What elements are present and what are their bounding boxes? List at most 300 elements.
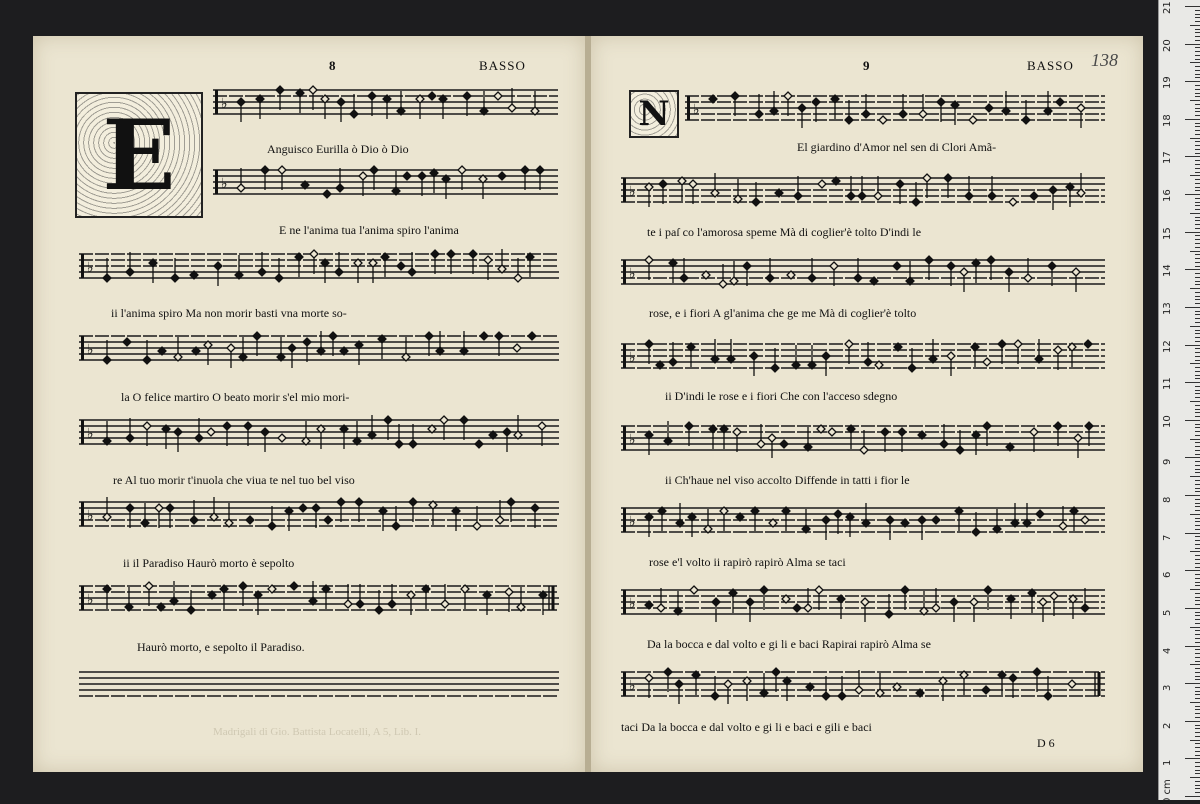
ruler-tick [1185,44,1200,45]
empty-music-staff [79,664,559,706]
ruler-minor-tick [1190,25,1200,26]
ruler-minor-tick [1195,642,1200,643]
music-staff [79,578,559,620]
ruler-minor-tick [1190,627,1200,628]
ruler-minor-tick [1195,190,1200,191]
ruler-minor-tick [1190,439,1200,440]
ruler-minor-tick [1195,536,1200,537]
ruler-minor-tick [1195,427,1200,428]
note-head [278,434,286,442]
staff-graphic [213,162,558,218]
lyric-line: Anguisco Eurilla ò Dio ò Dio [267,142,409,156]
clef-mark [215,90,218,114]
ruler-tick [1185,307,1200,308]
note-head [1074,434,1082,442]
note-head [190,516,198,524]
note-head [830,262,838,270]
note-head [469,250,477,258]
music-staff [621,500,1105,542]
ruler-minor-tick [1195,770,1200,771]
ruler-tick [1185,6,1200,7]
ruler-minor-tick [1190,514,1200,515]
note-head [268,522,276,530]
note-head [237,184,245,192]
ruler-minor-tick [1195,224,1200,225]
ruler-minor-tick [1190,740,1200,741]
ruler-minor-tick [1195,465,1200,466]
ruler-minor-tick [1195,518,1200,519]
note-head [350,110,358,118]
ruler-minor-tick [1195,134,1200,135]
ruler-minor-tick [1195,728,1200,729]
note-head [1044,692,1052,700]
note-head [808,274,816,282]
ruler-minor-tick [1195,630,1200,631]
ruler-minor-tick [1195,657,1200,658]
ruler-minor-tick [1195,623,1200,624]
ruler-minor-tick [1190,326,1200,327]
ruler-minor-tick [1195,17,1200,18]
ruler-minor-tick [1195,21,1200,22]
note-head [397,262,405,270]
note-head [1068,680,1076,688]
note-head [845,116,853,124]
ruler-minor-tick [1195,725,1200,726]
ruler-minor-tick [1195,51,1200,52]
ruler-minor-tick [1195,600,1200,601]
lyric-line: Da la bocca e dal volto e gi li e baci Rapirai rapirò Alma se [647,637,931,651]
note-head [712,598,720,606]
note-head [733,428,741,436]
ruler-label: 21 [1162,1,1173,14]
note-head [886,516,894,524]
ruler-minor-tick [1195,409,1200,410]
staff-graphic [685,88,1105,144]
note-head [855,686,863,694]
ruler-minor-tick [1190,777,1200,778]
note-head [503,428,511,436]
note-head [947,262,955,270]
note-head [370,166,378,174]
ruler-minor-tick [1195,160,1200,161]
note-head [947,352,955,360]
note-head [689,180,697,188]
handwritten-folio-number: 138 [1091,50,1118,70]
staff-graphic [621,252,1105,308]
note-head [908,364,916,372]
note-head [768,434,776,442]
note-head [893,262,901,270]
note-head [983,358,991,366]
ruler-minor-tick [1190,100,1200,101]
ruler-tick [1185,269,1200,270]
ruler-tick [1185,495,1200,496]
ruler-minor-tick [1195,360,1200,361]
note-head [864,358,872,366]
ruler-label: 11 [1162,377,1173,391]
ruler-minor-tick [1195,548,1200,549]
ruler-minor-tick [1195,521,1200,522]
ruler-minor-tick [1195,168,1200,169]
ruler-minor-tick [1195,47,1200,48]
note-head [484,256,492,264]
note-head [246,516,254,524]
ruler-label: 5 [1162,609,1173,616]
note-head [214,262,222,270]
ruler-minor-tick [1195,386,1200,387]
note-head [166,504,174,512]
ruler-minor-tick [1195,525,1200,526]
note-head [513,344,521,352]
lyric-line: ii il Paradiso Haurò morto è sepolto [123,556,295,570]
ruler-minor-tick [1195,544,1200,545]
ruler-minor-tick [1195,96,1200,97]
note-head [375,606,383,614]
note-head [495,332,503,340]
note-head [812,98,820,106]
note-head [409,498,417,506]
ruler-minor-tick [1195,292,1200,293]
ruler-minor-tick [1195,653,1200,654]
ruler-minor-tick [1195,266,1200,267]
decorated-initial-n: N [629,90,679,138]
ruler-minor-tick [1195,393,1200,394]
ruler-minor-tick [1195,732,1200,733]
flat-sign: ♭ [87,426,94,442]
ruler-tick [1185,683,1200,684]
ruler-tick [1185,570,1200,571]
clef-mark [623,426,626,450]
bleed-through-footer: Madrigali di Gio. Battista Locatelli, A 5, Lib. I. [213,726,422,738]
ruler-minor-tick [1195,371,1200,372]
note-head [731,92,739,100]
ruler-minor-tick [1195,104,1200,105]
note-head [237,98,245,106]
ruler-label: 0 cm [1162,779,1173,804]
note-head [969,116,977,124]
flat-sign: ♭ [629,514,636,530]
ruler-minor-tick [1195,412,1200,413]
note-head [746,598,754,606]
note-head [395,440,403,448]
music-staff [685,88,1105,130]
note-head [804,604,812,612]
note-head [711,692,719,700]
ruler-minor-tick [1195,506,1200,507]
ruler-minor-tick [1195,574,1200,575]
note-head [899,110,907,118]
note-head [822,516,830,524]
ruler-minor-tick [1195,484,1200,485]
note-head [531,504,539,512]
ruler-label: 6 [1162,571,1173,579]
ruler-minor-tick [1195,164,1200,165]
measuring-ruler [1158,0,1200,804]
note-head [408,268,416,276]
ruler-minor-tick [1195,205,1200,206]
note-head [1009,198,1017,206]
note-head [521,166,529,174]
clef-mark [215,170,218,194]
ruler-minor-tick [1195,375,1200,376]
note-head [335,268,343,276]
ruler-label: 3 [1162,684,1173,692]
clef-mark [623,508,626,532]
note-head [752,198,760,206]
ruler-tick [1185,646,1200,647]
clef-mark [623,260,626,284]
flat-sign: ♭ [87,508,94,524]
ruler-minor-tick [1195,284,1200,285]
note-head [940,440,948,448]
staff-graphic [621,418,1105,474]
note-head [645,256,653,264]
ruler-label: 14 [1162,264,1173,278]
note-head [766,274,774,282]
flat-sign: ♭ [629,678,636,694]
note-head [1022,116,1030,124]
ruler-minor-tick [1195,333,1200,334]
note-head [645,674,653,682]
staff-graphic [621,170,1105,226]
note-head [822,352,830,360]
ruler-label: 8 [1162,496,1173,504]
note-head [798,104,806,112]
ruler-minor-tick [1195,74,1200,75]
note-head [473,522,481,530]
flat-sign: ♭ [221,96,228,112]
note-head [223,422,231,430]
ruler-label: 1 [1162,760,1173,767]
note-head [337,498,345,506]
ruler-minor-tick [1195,198,1200,199]
ruler-label: 7 [1162,534,1173,541]
ruler-minor-tick [1190,213,1200,214]
note-head [1005,268,1013,276]
note-head [794,192,802,200]
note-head [923,174,931,182]
ruler-minor-tick [1190,664,1200,665]
ruler-minor-tick [1195,258,1200,259]
ruler-minor-tick [1195,254,1200,255]
note-head [750,352,758,360]
ruler-minor-tick [1195,619,1200,620]
ruler-minor-tick [1190,401,1200,402]
note-head [418,172,426,180]
note-head [299,504,307,512]
note-head [428,92,436,100]
ruler-minor-tick [1195,431,1200,432]
ruler-minor-tick [1195,713,1200,714]
ruler-tick [1185,345,1200,346]
ruler-minor-tick [1195,698,1200,699]
staff-graphic [79,412,559,468]
note-head [103,274,111,282]
note-head [862,110,870,118]
ruler-minor-tick [1195,341,1200,342]
ruler-minor-tick [1195,709,1200,710]
ruler-minor-tick [1195,322,1200,323]
ruler-minor-tick [1195,442,1200,443]
left-page [33,36,585,772]
note-head [719,280,727,288]
ruler-label: 9 [1162,459,1173,466]
flat-sign: ♭ [629,184,636,200]
note-head [845,340,853,348]
note-head [171,274,179,282]
note-head [780,440,788,448]
note-head [538,422,546,430]
ruler-minor-tick [1195,32,1200,33]
ruler-tick [1185,194,1200,195]
note-head [985,104,993,112]
note-head [854,274,862,282]
clef-mark [81,254,84,278]
note-head [261,166,269,174]
note-head [336,184,344,192]
ruler-minor-tick [1195,634,1200,635]
ruler-minor-tick [1195,691,1200,692]
ruler-minor-tick [1190,702,1200,703]
ruler-minor-tick [1195,469,1200,470]
ruler-minor-tick [1190,175,1200,176]
staff-graphic [621,664,1105,720]
note-head [463,92,471,100]
ruler-minor-tick [1195,597,1200,598]
ruler-minor-tick [1195,785,1200,786]
ruler-minor-tick [1195,416,1200,417]
note-head [881,428,889,436]
staff-graphic [79,328,559,384]
clef-mark [81,420,84,444]
ruler-minor-tick [1190,551,1200,552]
note-head [818,180,826,188]
ruler-minor-tick [1195,330,1200,331]
note-head [239,582,247,590]
ruler-minor-tick [1195,130,1200,131]
staff-graphic [213,82,558,138]
note-head [998,340,1006,348]
left-page-number: 8 [329,58,336,73]
note-head [496,516,504,524]
ruler-minor-tick [1195,126,1200,127]
ruler-minor-tick [1195,273,1200,274]
ruler-minor-tick [1190,589,1200,590]
note-head [1014,340,1022,348]
ruler-minor-tick [1195,679,1200,680]
note-head [932,604,940,612]
ruler-minor-tick [1195,661,1200,662]
ruler-minor-tick [1195,397,1200,398]
ruler-minor-tick [1195,424,1200,425]
ruler-minor-tick [1195,638,1200,639]
staff-graphic [621,582,1105,638]
ruler-minor-tick [1195,585,1200,586]
note-head [143,422,151,430]
note-head [508,104,516,112]
ruler-minor-tick [1195,593,1200,594]
music-staff [79,246,559,288]
note-head [1084,340,1092,348]
ruler-minor-tick [1195,108,1200,109]
ruler-tick [1185,420,1200,421]
note-head [1056,98,1064,106]
lyric-line: ii l'anima spiro Ma non morir basti vna morte so- [111,306,347,320]
ruler-minor-tick [1195,311,1200,312]
ruler-minor-tick [1195,480,1200,481]
flat-sign: ♭ [87,342,94,358]
ruler-minor-tick [1195,378,1200,379]
note-head [956,446,964,454]
note-head [828,428,836,436]
ruler-label: 12 [1162,339,1173,353]
lyric-line: la O felice martiro O beato morir s'el mio mori- [121,390,350,404]
lyric-line: El giardino d'Amor nel sen di Clori Amã- [797,140,997,154]
note-head [290,582,298,590]
ruler-minor-tick [1195,141,1200,142]
ruler-minor-tick [1195,228,1200,229]
ruler-minor-tick [1195,649,1200,650]
note-head [965,192,973,200]
decorated-initial-e: E [75,92,203,218]
music-staff [79,412,559,454]
ruler-minor-tick [1195,672,1200,673]
note-head [847,192,855,200]
ruler-minor-tick [1195,314,1200,315]
note-head [355,498,363,506]
ruler-minor-tick [1195,348,1200,349]
note-head [227,344,235,352]
ruler-minor-tick [1195,612,1200,613]
note-head [276,86,284,94]
lyric-line: re Al tuo morir t'inuola che viua te nel tuo bel viso [113,473,355,487]
ruler-label: 16 [1162,189,1173,203]
note-head [195,434,203,442]
note-head [258,268,266,276]
note-head [771,364,779,372]
note-head [278,166,286,174]
clef-mark [623,178,626,202]
ruler-minor-tick [1195,405,1200,406]
ruler-label: 4 [1162,647,1173,654]
ruler-minor-tick [1195,303,1200,304]
music-staff [79,328,559,370]
note-head [409,440,417,448]
note-head [312,504,320,512]
note-head [988,192,996,200]
ruler-minor-tick [1195,123,1200,124]
ruler-tick [1185,232,1200,233]
ruler-minor-tick [1195,766,1200,767]
ruler-minor-tick [1195,668,1200,669]
ruler-tick [1185,457,1200,458]
ruler-minor-tick [1195,529,1200,530]
note-head [743,262,751,270]
ruler-minor-tick [1195,491,1200,492]
ruler-minor-tick [1195,36,1200,37]
staff-graphic [621,500,1105,556]
lyric-line: E ne l'anima tua l'anima spiro l'anima [279,223,459,237]
note-head [944,174,952,182]
ruler-minor-tick [1195,503,1200,504]
right-page-number: 9 [863,58,870,73]
note-head [1030,192,1038,200]
lyric-line: rose e'l volto ii rapirò rapirò Alma se taci [649,555,846,569]
note-head [123,338,131,346]
staff-graphic [79,494,559,550]
clef-mark [81,502,84,526]
note-head [898,428,906,436]
